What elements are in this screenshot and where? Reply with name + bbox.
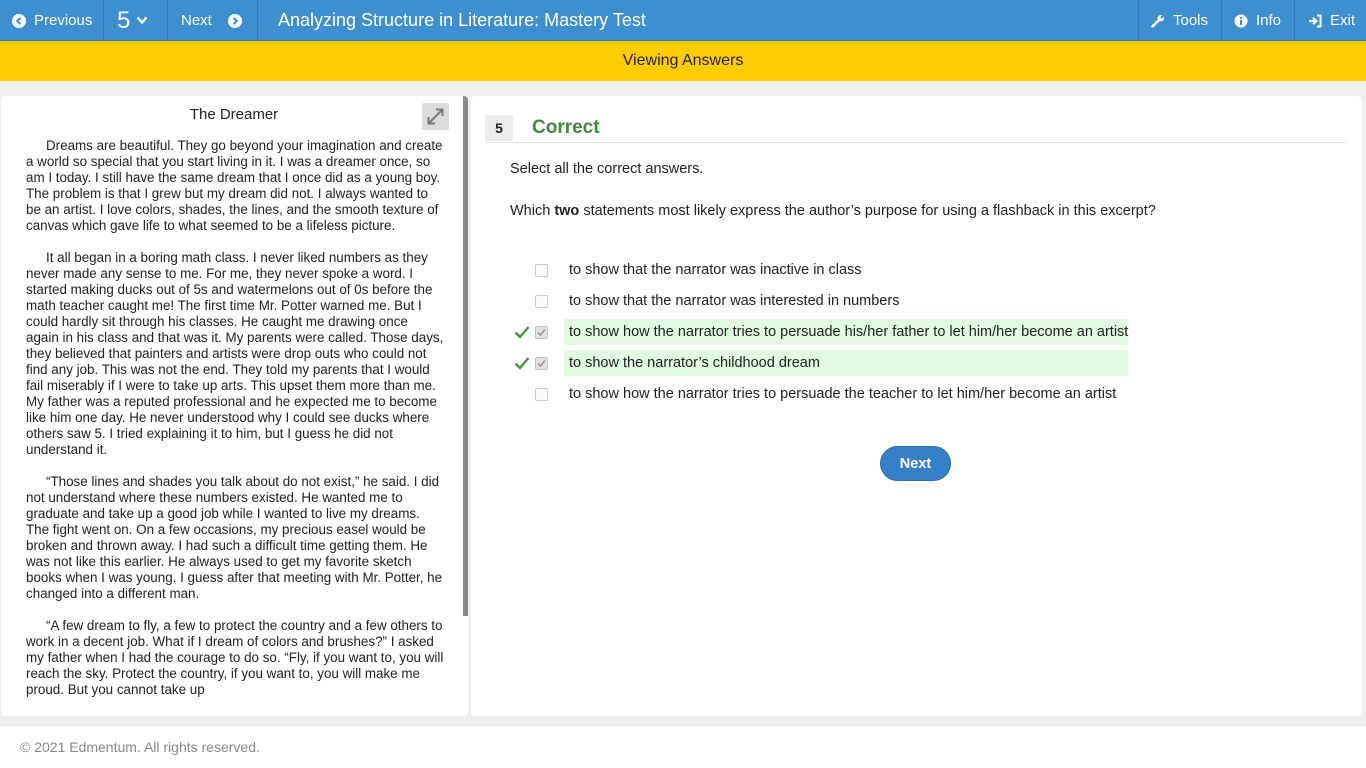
expand-icon (426, 107, 445, 126)
answer-status: Correct (532, 117, 600, 138)
answer-option-label: to show how the narrator tries to persuade his/her father to let him/her become an artist (564, 319, 1128, 345)
divider (485, 142, 1347, 143)
question-number-dropdown[interactable] (104, 0, 168, 41)
answer-checkbox[interactable] (535, 388, 548, 401)
expand-button[interactable] (422, 103, 449, 130)
answer-option[interactable] (512, 288, 1132, 314)
prompt-text: Which (510, 203, 555, 219)
answer-checkbox[interactable] (535, 264, 548, 277)
banner-text: Viewing Answers (622, 52, 744, 69)
passage-title: The Dreamer (189, 106, 279, 123)
answer-checkbox[interactable] (535, 357, 548, 370)
prompt-text: statements most likely express the author’s purpose for using a flashback in this excerpt? (579, 203, 1156, 219)
answer-option-label: to show the narrator’s childhood dream (564, 350, 1128, 376)
exit-label: Exit (1330, 12, 1356, 29)
passage-paragraph: Dreams are beautiful. They go beyond your imagination and create a world so special that you start living in it. I was a dreamer once, so am I today. I still have the same dream that I once did as a young boy. The problem is that I grew but my dream did not. I always wanted to be an artist. I love colors, shades, the lines, and the smooth texture of canvas which gave life to what seemed to be a lifeless picture. (26, 138, 443, 233)
answer-option[interactable] (512, 350, 1132, 376)
top-navigation-bar (0, 0, 1366, 41)
chevron-down-icon (136, 16, 148, 25)
question-number-badge: 5 (485, 115, 513, 141)
previous-label: Previous (34, 12, 93, 29)
answer-option[interactable] (512, 319, 1132, 345)
info-button[interactable] (1221, 0, 1294, 41)
sign-out-icon (1308, 14, 1322, 28)
answer-option-label: to show that the narrator was inactive in class (569, 262, 862, 278)
passage-paragraph: “Those lines and shades you talk about do not exist,” he said. I did not understand where these numbers existed. He wanted me to graduate and take up a good job while I wanted to live my dreams. The fight went on. On a few occasions, my precious easel would be broken and thrown away. I had such a difficult time getting them. He was not like this earlier. He always used to get my favorite sketch books when I was young. I guess after that meeting with Mr. Potter, he changed into a different man. (26, 474, 443, 601)
answer-option-label: to show how the narrator tries to persuade the teacher to let him/her become an artist (569, 386, 1117, 402)
prompt-emphasis: two (554, 203, 580, 219)
previous-button[interactable] (0, 0, 104, 41)
answer-option[interactable] (512, 381, 1132, 407)
checkmark-icon (514, 324, 530, 340)
arrow-right-circle-icon (228, 14, 242, 28)
footer (0, 725, 1366, 768)
tools-label: Tools (1173, 12, 1209, 29)
answer-option-label: to show that the narrator was interested in numbers (569, 293, 900, 309)
wrench-icon (1151, 14, 1165, 28)
passage-body (26, 138, 444, 714)
checkmark-icon (514, 355, 530, 371)
answer-option[interactable] (512, 257, 1132, 283)
viewing-answers-banner (0, 41, 1366, 81)
question-panel (471, 96, 1362, 716)
copyright-text: © 2021 Edmentum. All rights reserved. (20, 739, 260, 755)
next-question-button[interactable]: Next (880, 446, 951, 481)
passage-scrollbar[interactable] (463, 96, 468, 616)
arrow-left-circle-icon (12, 14, 26, 28)
question-prompt (510, 203, 1156, 219)
answer-checkbox[interactable] (535, 326, 548, 339)
answer-checkbox[interactable] (535, 295, 548, 308)
question-number: 5 (117, 6, 131, 34)
info-circle-icon (1234, 14, 1248, 28)
passage-panel (1, 96, 468, 716)
next-nav-label: Next (181, 12, 212, 29)
test-title: Analyzing Structure in Literature: Mastery Test (278, 10, 646, 30)
exit-button[interactable] (1294, 0, 1366, 41)
tools-button[interactable] (1138, 0, 1221, 41)
info-label: Info (1256, 12, 1282, 29)
question-instruction: Select all the correct answers. (510, 161, 704, 177)
next-nav-button[interactable] (168, 0, 258, 41)
passage-paragraph: “A few dream to fly, a few to protect the country and a few others to work in a decent job. What if I dream of colors and brushes?” I asked my father when I had the courage to do so. “Fly, if you want to, you will reach the sky. Protect the country, if you want to, you will make me proud. But you cannot take up (26, 618, 444, 697)
passage-paragraph: It all began in a boring math class. I never liked numbers as they never made any sense to me. For me, they never spoke a word. I started making ducks out of 5s and watermelons out of 0s before the math teacher caught me! The first time Mr. Potter warned me. But I could hardly sit through his classes. He caught me drawing once again in his class and that was it. My parents were called. Those days, they believed that painters and artists were drop outs who could not find any job. This was not the end. They told my parents that I would fail miserably if I were to take up arts. This upset them more than me. My father was a reputed professional and he expected me to become like him one day. He never understood why I could see ducks where others saw 5. I tried explaining it to him, but I guess he did not understand it. (26, 250, 444, 457)
